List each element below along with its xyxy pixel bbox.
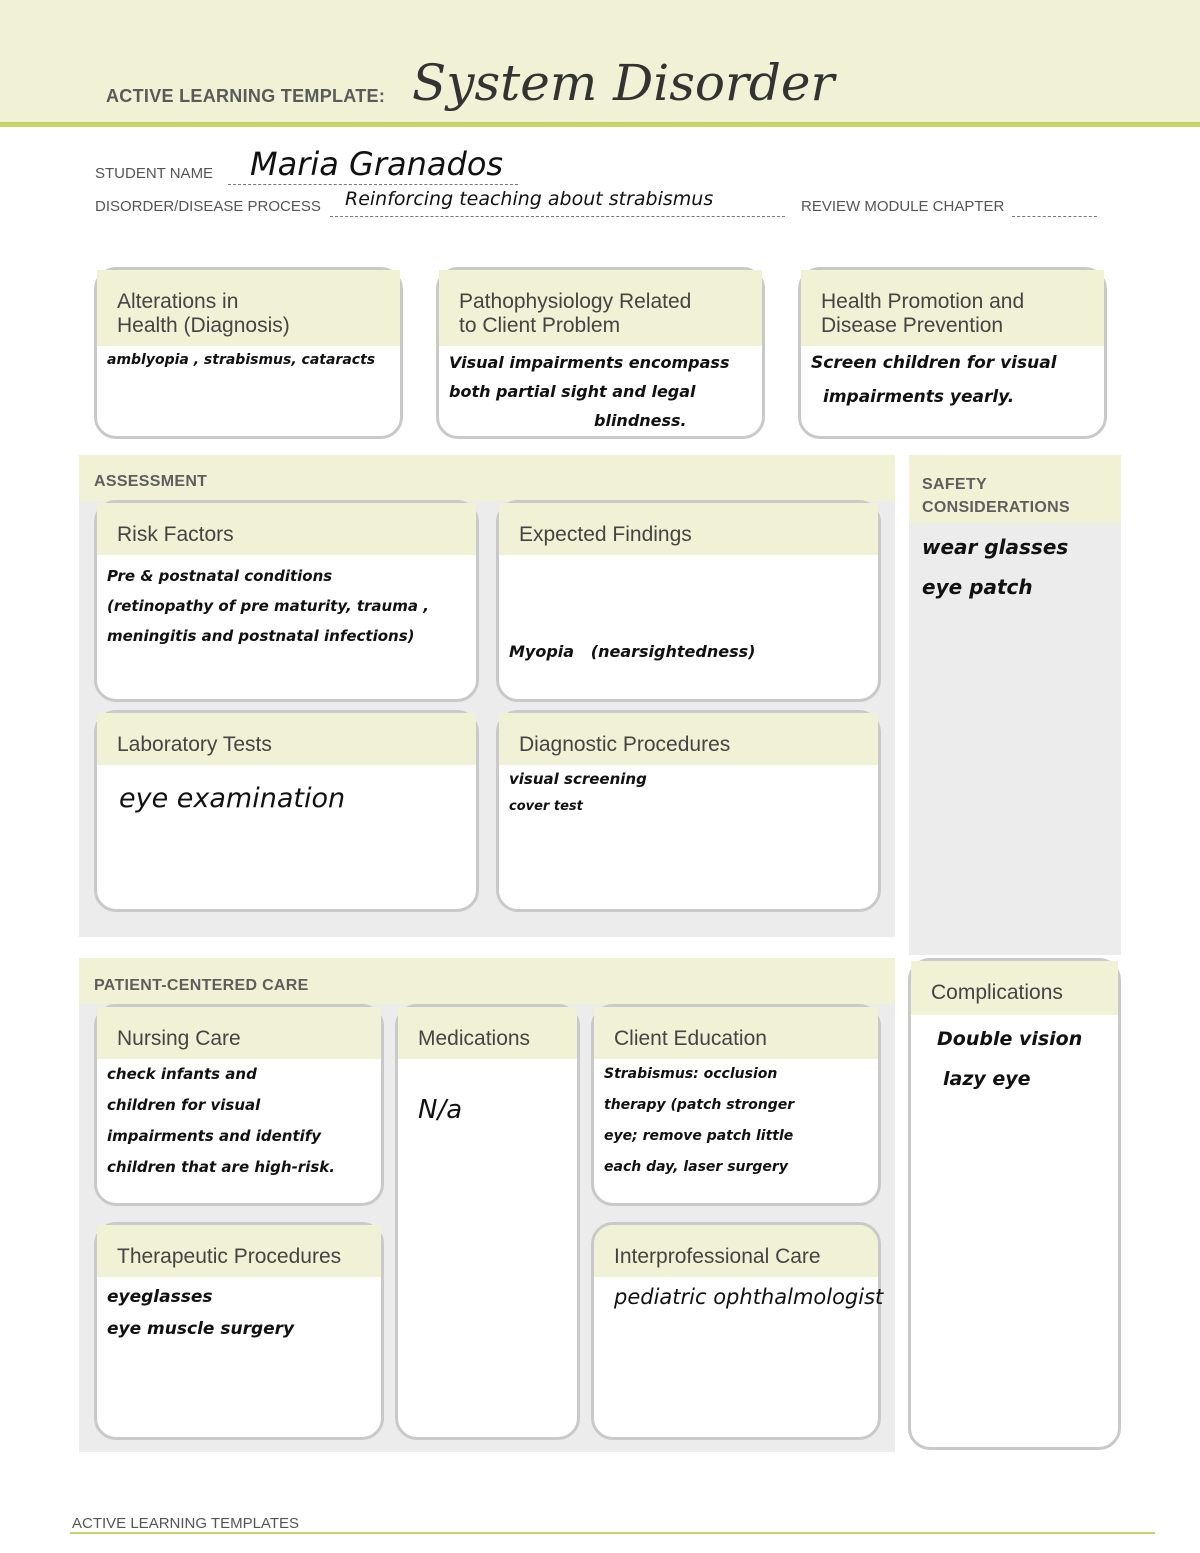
medications-title: Medications	[398, 1007, 577, 1059]
alterations-title-2: Health (Diagnosis)	[117, 314, 290, 337]
medications-card	[395, 1004, 580, 1440]
therapeutic-procedures-title: Therapeutic Procedures	[97, 1225, 381, 1277]
safety-title-2: CONSIDERATIONS	[922, 499, 1070, 516]
safety-line-1: wear glasses	[922, 535, 1069, 559]
header-rule	[0, 122, 1200, 127]
nursing-care-card	[94, 1004, 384, 1206]
therapeutic-procedures-content	[97, 1277, 381, 1351]
client-education-line-1: Strabismus: occlusion	[604, 1066, 778, 1082]
health-promotion-content	[801, 346, 1104, 420]
pathophysiology-title-2: to Client Problem	[459, 314, 621, 337]
complications-content	[911, 1015, 1118, 1105]
student-name-value: Maria Granados	[250, 145, 504, 183]
health-promotion-card	[798, 267, 1107, 439]
client-education-content	[594, 1059, 878, 1189]
footer-rule	[70, 1532, 1155, 1534]
nursing-care-content	[97, 1059, 381, 1189]
safety-content	[922, 527, 1068, 607]
pathophysiology-line-2: both partial sight and legal	[449, 382, 696, 401]
complications-line-2: lazy eye	[943, 1068, 1031, 1090]
medications-line-1: N/a	[418, 1095, 463, 1125]
laboratory-tests-line-1: eye examination	[119, 783, 346, 814]
alterations-card	[94, 267, 403, 439]
client-education-line-2: therapy (patch stronger	[604, 1097, 795, 1113]
diagnostic-procedures-line-2: cover test	[509, 799, 583, 814]
complications-line-1: Double vision	[937, 1028, 1083, 1050]
assessment-title: ASSESSMENT	[94, 473, 208, 490]
review-module-field[interactable]	[1012, 194, 1097, 217]
alterations-header	[97, 270, 400, 346]
risk-factors-line-1: Pre & postnatal conditions	[107, 567, 333, 585]
nursing-care-title: Nursing Care	[97, 1007, 381, 1059]
health-promotion-title-2: Disease Prevention	[821, 314, 1004, 337]
therapeutic-procedures-line-2: eye muscle surgery	[107, 1319, 295, 1339]
alterations-content: amblyopia , strabismus, cataracts	[107, 352, 376, 368]
disorder-value: Reinforcing teaching about strabismus	[345, 188, 714, 210]
diagnostic-procedures-line-1: visual screening	[509, 770, 647, 788]
complications-card	[908, 958, 1121, 1450]
interprofessional-care-line-1: pediatric ophthalmologist	[614, 1285, 884, 1309]
student-name-label: STUDENT NAME	[95, 165, 214, 182]
safety-line-2: eye patch	[922, 575, 1033, 599]
risk-factors-title: Risk Factors	[97, 503, 476, 555]
client-education-line-3: eye; remove patch little	[604, 1128, 794, 1144]
risk-factors-card	[94, 500, 479, 702]
alterations-title-1: Alterations in	[117, 290, 239, 313]
nursing-care-line-4: children that are high-risk.	[107, 1158, 335, 1176]
risk-factors-line-2: (retinopathy of pre maturity, trauma ,	[107, 597, 429, 615]
pathophysiology-card	[436, 267, 765, 439]
client-education-line-4: each day, laser surgery	[604, 1159, 788, 1175]
footer-text: ACTIVE LEARNING TEMPLATES	[72, 1515, 299, 1532]
template-title: System Disorder	[412, 54, 835, 112]
patient-centered-title: PATIENT-CENTERED CARE	[94, 977, 309, 994]
health-promotion-line-1: Screen children for visual	[811, 353, 1057, 373]
template-label: ACTIVE LEARNING TEMPLATE:	[106, 86, 386, 106]
health-promotion-header	[801, 270, 1104, 346]
health-promotion-title-1: Health Promotion and	[821, 290, 1025, 313]
interprofessional-care-title: Interprofessional Care	[594, 1225, 878, 1277]
diagnostic-procedures-title: Diagnostic Procedures	[499, 713, 878, 765]
therapeutic-procedures-line-1: eyeglasses	[107, 1287, 213, 1307]
expected-findings-card	[496, 500, 881, 702]
risk-factors-line-3: meningitis and postnatal infections)	[107, 627, 415, 645]
nursing-care-line-3: impairments and identify	[107, 1127, 322, 1145]
safety-title-1: SAFETY	[922, 476, 987, 493]
nursing-care-line-2: children for visual	[107, 1096, 261, 1114]
diagnostic-procedures-card	[496, 710, 881, 912]
diagnostic-procedures-content	[499, 765, 878, 827]
laboratory-tests-title: Laboratory Tests	[97, 713, 476, 765]
health-promotion-line-2: impairments yearly.	[823, 387, 1015, 407]
complications-title: Complications	[911, 961, 1118, 1015]
review-module-label: REVIEW MODULE CHAPTER	[801, 198, 1005, 215]
nursing-care-line-1: check infants and	[107, 1065, 257, 1083]
pathophysiology-line-1: Visual impairments encompass	[449, 353, 730, 372]
pathophysiology-content	[439, 346, 762, 441]
pathophysiology-title-1: Pathophysiology Related	[459, 290, 692, 313]
expected-findings-title: Expected Findings	[499, 503, 878, 555]
disorder-label: DISORDER/DISEASE PROCESS	[95, 198, 321, 215]
client-education-card	[591, 1004, 881, 1206]
safety-title	[922, 473, 1070, 519]
therapeutic-procedures-card	[94, 1222, 384, 1440]
client-education-title: Client Education	[594, 1007, 878, 1059]
laboratory-tests-card	[94, 710, 479, 912]
risk-factors-content	[97, 555, 476, 657]
pathophysiology-line-3: blindness.	[594, 411, 687, 430]
pathophysiology-header	[439, 270, 762, 346]
interprofessional-care-card	[591, 1222, 884, 1440]
expected-findings-line-1: Myopia (nearsightedness)	[509, 642, 756, 661]
